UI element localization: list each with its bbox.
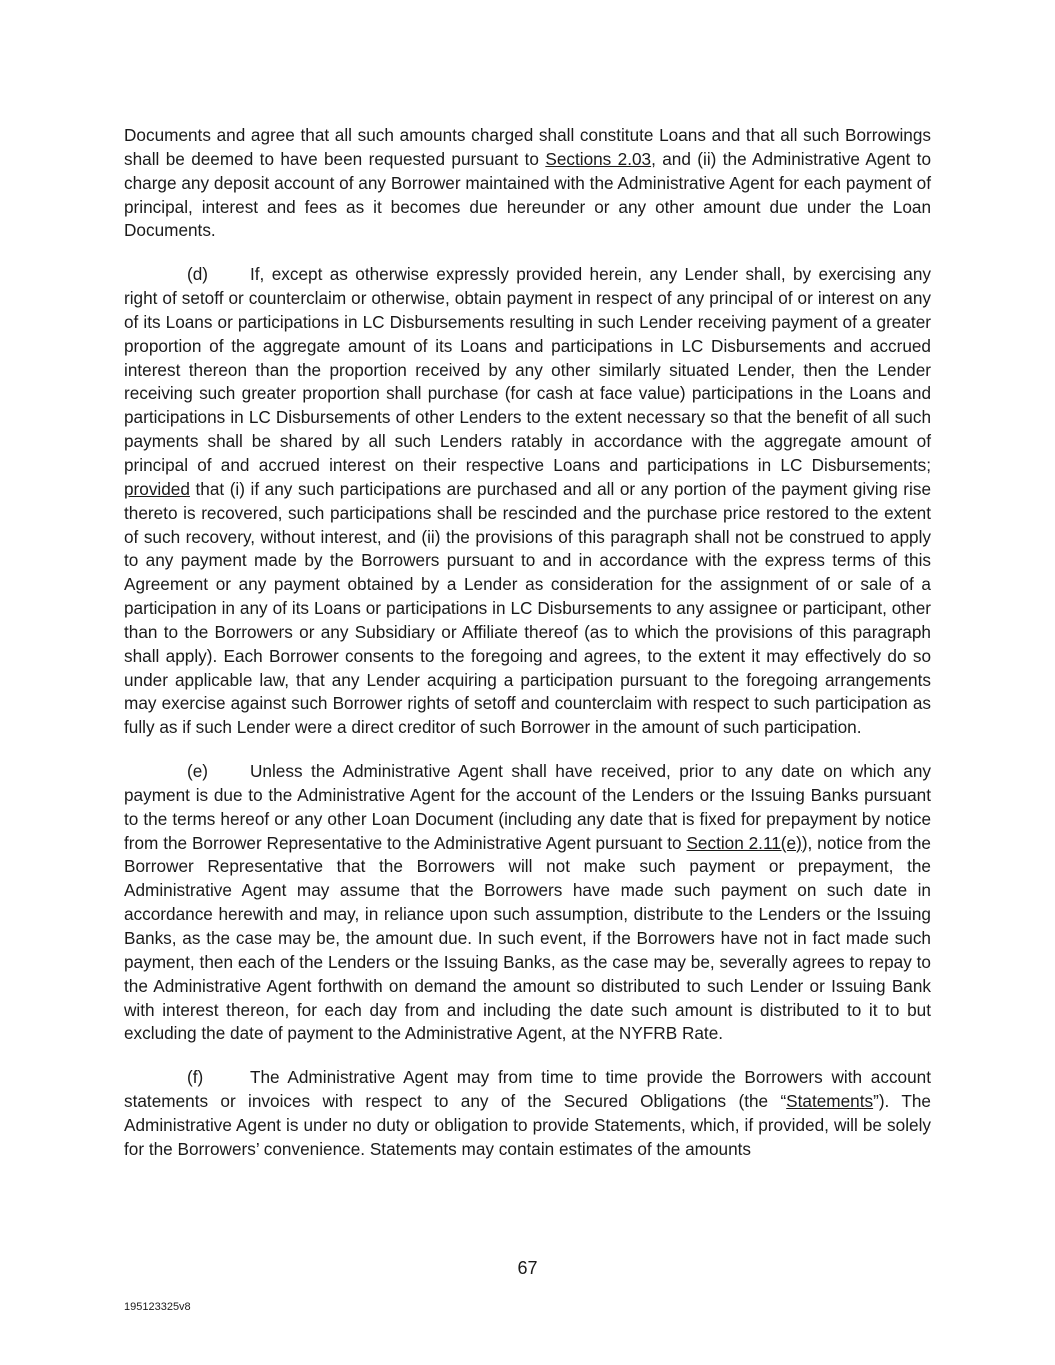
paragraph-c-continued: [124, 124, 931, 243]
provided-term: provided: [124, 478, 190, 499]
page-number: 67: [517, 1258, 538, 1278]
paragraph-e-text-2: ), notice from the Borrower Representative that the Borrowers will not make such payment or prepayment, the Administrative Agent may assume that the Borrowers have made such payment on such date in accordance herewith and may, in reliance upon such assumption, distribute to the Lenders or the Issuing Banks, as the case may be, the amount due. In such event, if the Borrowers have not in fact made such payment, then each of the Lenders or the Issuing Banks, as the case may be, severally agrees to repay to the Administrative Agent forthwith on demand the amount so distributed to such Lender or Issuing Bank with interest thereon, for each day from and including the date such amount is distributed to it to but excluding the date of payment to the Administrative Agent, at the NYFRB Rate.: [124, 832, 931, 1044]
paragraph-e: [124, 760, 931, 1046]
section-2-11-e-link[interactable]: Section 2.11(e): [686, 832, 802, 853]
paragraph-c-text-1: Documents and agree that all such amounts charged shall constitute Loans and that all such Borrowings shall be deemed to have been requested pursuant to: [124, 125, 931, 169]
paragraph-d: [124, 263, 931, 740]
paragraph-f-text-1: The Administrative Agent may from time to time provide the Borrowers with account statements or invoices with respect to any of the Secured Obligations (the “: [124, 1067, 931, 1112]
paragraph-c-text-2: , and (ii) the Administrative Agent to charge any deposit account of any Borrower maintained with the Administrative Agent for each payment of principal, interest and fees as it becomes due hereunder or any other amount due under the Loan Documents.: [124, 148, 932, 241]
paragraph-d-text-2: that (i) if any such participations are purchased and all or any portion of the payment giving rise thereto is recovered, such participations shall be rescinded and the purchase price restored to the extent of such recovery, without interest, and (ii) the provisions of this paragraph shall not be construed to apply to any payment made by the Borrowers pursuant to and in accordance with the express terms of this Agreement or any payment obtained by a Lender as consideration for the assignment of or sale of a participation in any of its Loans or participations in LC Disbursements to any assignee or participant, other than to the Borrowers or any Subsidiary or Affiliate thereof (as to which the provisions of this paragraph shall apply). Each Borrower consents to the foregoing and agrees, to the extent it may effectively do so under applicable law, that any Lender acquiring a participation pursuant to the foregoing arrangements may exercise against such Borrower rights of setoff and counterclaim with respect to such participation as fully as if such Lender were a direct creditor of such Borrower in the amount of such participation.: [124, 478, 931, 738]
sections-2-03-link[interactable]: Sections 2.03: [545, 148, 652, 169]
paragraph-f-label: (f): [187, 1067, 204, 1088]
paragraph-e-text-1: Unless the Administrative Agent shall have received, prior to any date on which any payment is due to the Administrative Agent for the account of the Lenders or the Issuing Banks pursuant to the terms hereof or any other Loan Document (including any date that is fixed for prepayment by notice from the Borrower Representative to the Administrative Agent pursuant to: [124, 761, 931, 853]
paragraph-d-text-1: If, except as otherwise expressly provided herein, any Lender shall, by exercising any right of setoff or counterclaim or otherwise, obtain payment in respect of any principal of or interest on any of its Loans or participations in LC Disbursements resulting in such Lender receiving payment of a greater proportion of the aggregate amount of its Loans and participations in LC Disbursements and accrued interest thereon than the proportion received by any other similarly situated Lender, then the Lender receiving such greater proportion shall purchase (for cash at face value) participations in the Loans and participations in LC Disbursements of other Lenders to the extent necessary so that the benefit of all such payments shall be shared by all such Lenders ratably in accordance with the aggregate amount of principal of and accrued interest on their respective Loans and participations in LC Disbursements;: [124, 264, 931, 475]
paragraph-f: [124, 1066, 931, 1161]
statements-defined-term: Statements: [786, 1091, 874, 1112]
document-id: 195123325v8: [124, 1301, 191, 1313]
paragraph-e-label: (e): [187, 761, 209, 782]
document-body: [124, 124, 931, 1182]
paragraph-d-label: (d): [187, 264, 209, 285]
paragraph-f-text-2: ”). The Administrative Agent is under no duty or obligation to provide Statements, which, if provided, will be solely for the Borrowers’ convenience. Statements may contain estimates of the amounts: [124, 1091, 931, 1159]
